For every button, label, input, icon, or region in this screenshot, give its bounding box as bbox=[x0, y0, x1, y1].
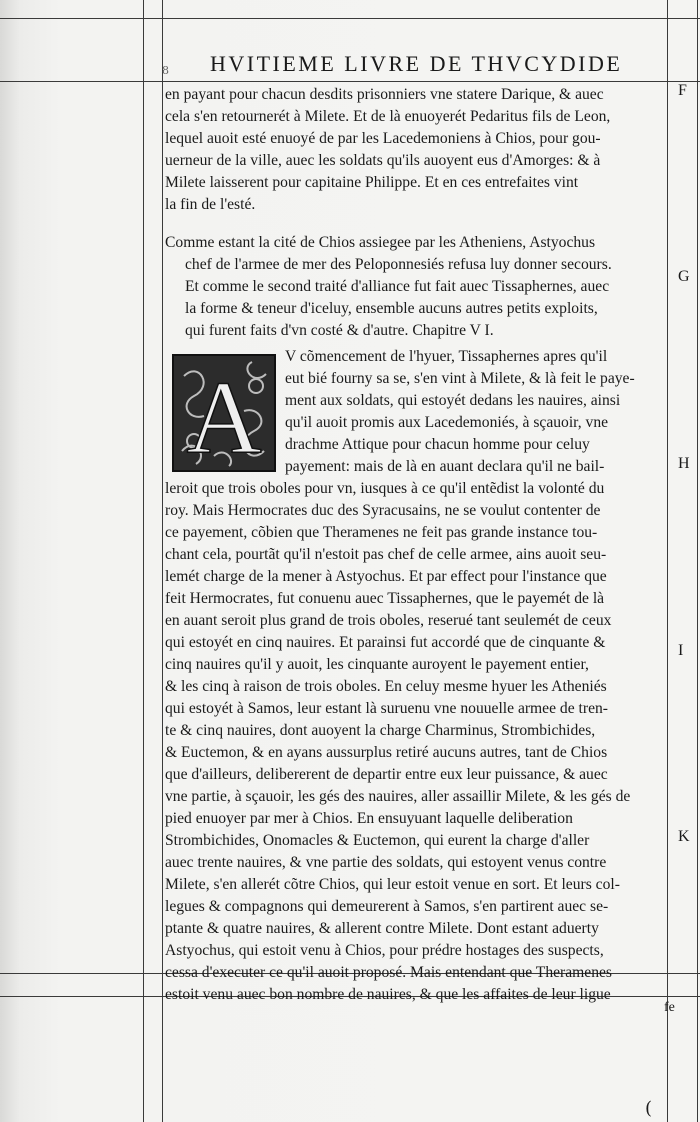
text-line: estoit venu auec bon nombre de nauires, & que les affaites de leur ligue bbox=[165, 986, 611, 1003]
outer-right-rule bbox=[697, 0, 698, 1122]
text-line: vne partie, à sçauoir, les gés des nauires, aller assaillir Milete, & les gés de bbox=[165, 788, 631, 805]
text-line: & Euctemon, & en ayans aussurplus retiré aucuns autres, tant de Chios bbox=[165, 744, 608, 761]
right-text-rule bbox=[667, 0, 668, 1122]
margin-letter-f: F bbox=[678, 82, 687, 99]
catchword: fe bbox=[664, 1000, 675, 1015]
text-line: en payant pour chacun desdits prisonniers vne statere Darique, & auec bbox=[165, 86, 604, 103]
text-line: Milete laisserent pour capitaine Philippe. Et en ces entrefaites vint bbox=[165, 174, 579, 191]
stray-mark: ( bbox=[645, 1098, 653, 1119]
header-rule bbox=[0, 81, 700, 82]
top-rule bbox=[0, 18, 700, 19]
text-line: pied enuoyer par mer à Chios. En ensuyuant laquelle deliberation bbox=[165, 810, 573, 827]
summary-line: la forme & teneur d'iceluy, ensemble aucuns autres petits exploits, bbox=[185, 300, 598, 317]
left-margin-rule bbox=[143, 0, 144, 1122]
text-line: en auant seroit plus grand de trois oboles, reserué tant seulemét de ceux bbox=[165, 612, 612, 629]
text-line: drachme Attique pour chacun homme pour celuy bbox=[285, 436, 590, 453]
text-line: chant cela, pourtãt qu'il n'estoit pas chef de celle armee, ains auoit seu- bbox=[165, 546, 607, 563]
summary-line: chef de l'armee de mer des Peloponnesiés refusa luy donner secours. bbox=[185, 256, 612, 273]
text-line: qui estoyét à Samos, leur estant là suruenu vne nouuelle armee de tren- bbox=[165, 700, 608, 717]
decorated-initial-a bbox=[172, 354, 276, 472]
text-line: ptante & quatre nauires, & allerent contre Milete. Dont estant aduerty bbox=[165, 920, 599, 937]
text-line: V cõmencement de l'hyuer, Tissaphernes apres qu'il bbox=[285, 348, 608, 365]
text-line: cessa d'executer ce qu'il auoit proposé. Mais entendant que Theramenes bbox=[165, 964, 612, 981]
inner-left-rule bbox=[162, 0, 163, 1122]
text-line: qu'il auoit promis aux Lacedemoniés, à sçauoir, vne bbox=[285, 414, 609, 431]
text-line: ment aux soldats, qui estoyét dedans les nauires, ainsi bbox=[285, 392, 621, 409]
running-head: HVITIEME LIVRE DE THVCYDIDE bbox=[210, 51, 623, 76]
margin-letter-k: K bbox=[678, 828, 690, 845]
margin-letter-h: H bbox=[678, 455, 690, 472]
text-line: la fin de l'esté. bbox=[165, 196, 256, 213]
text-line: legues & compagnons qui demeurerent à Samos, s'en partirent auec se- bbox=[165, 898, 609, 915]
text-line: Astyochus, qui estoit venu à Chios, pour prédre hostages des suspects, bbox=[165, 942, 604, 959]
text-line: cinq nauires qu'il y auoit, les cinquante auroyent le payement entier, bbox=[165, 656, 589, 673]
dropcap-letter: A bbox=[186, 360, 262, 470]
folio-mark: 8 bbox=[162, 64, 169, 77]
text-line: que d'ailleurs, delibererent de departir entre eux leur puissance, & auec bbox=[165, 766, 608, 783]
chapter-heading-line: qui furent faits d'vn costé & d'autre. Chapitre V I. bbox=[185, 322, 494, 339]
margin-letter-i: I bbox=[678, 642, 684, 659]
summary-line: Et comme le second traité d'alliance fut fait auec Tissaphernes, auec bbox=[185, 278, 610, 295]
text-line: ce payement, cõbien que Theramenes ne feit pas grande instance tou- bbox=[165, 524, 598, 541]
text-line: eut bié fourny sa se, s'en vint à Milete, & là feit le paye- bbox=[285, 370, 635, 387]
text-line: qui estoyét en cinq nauires. Et parainsi fut accordé que de cinquante & bbox=[165, 634, 606, 651]
text-line: te & cinq nauires, dont auoyent la charge Charminus, Strombichides, bbox=[165, 722, 596, 739]
text-line: auec trente nauires, & vne partie des soldats, qui estoyent venus contre bbox=[165, 854, 607, 871]
text-line: leroit que trois oboles pour vn, iusques à ce qu'il entẽdist la volonté du bbox=[165, 480, 605, 497]
text-line: uerneur de la ville, auec les soldats qu'ils auoyent eus d'Amorges: & à bbox=[165, 152, 601, 169]
text-line: payement: mais de là en auant declara qu'il ne bail- bbox=[285, 458, 605, 475]
text-line: lemét charge de la mener à Astyochus. Et par effect pour l'instance que bbox=[165, 568, 607, 585]
text-line: roy. Mais Hermocrates duc des Syracusains, ne se voulut contenter de bbox=[165, 502, 601, 519]
text-line: cela s'en retournerét à Milete. Et de là enuoyerét Pedaritus fils de Leon, bbox=[165, 108, 611, 125]
text-line: feit Hermocrates, fut conuenu auec Tissaphernes, que le payemét de là bbox=[165, 590, 605, 607]
summary-line: Comme estant la cité de Chios assiegee par les Atheniens, Astyochus bbox=[165, 234, 596, 251]
text-line: lequel auoit esté enuoyé de par les Lacedemoniens à Chios, pour gou- bbox=[165, 130, 601, 147]
margin-letter-g: G bbox=[678, 268, 690, 285]
text-line: Strombichides, Onomacles & Euctemon, qui eurent la charge d'aller bbox=[165, 832, 590, 849]
text-line: Milete, s'en allerét cõtre Chios, qui leur estoit venue en sort. Et leurs col- bbox=[165, 876, 620, 893]
text-line: & les cinq à raison de trois oboles. En celuy mesme hyuer les Atheniés bbox=[165, 678, 607, 695]
